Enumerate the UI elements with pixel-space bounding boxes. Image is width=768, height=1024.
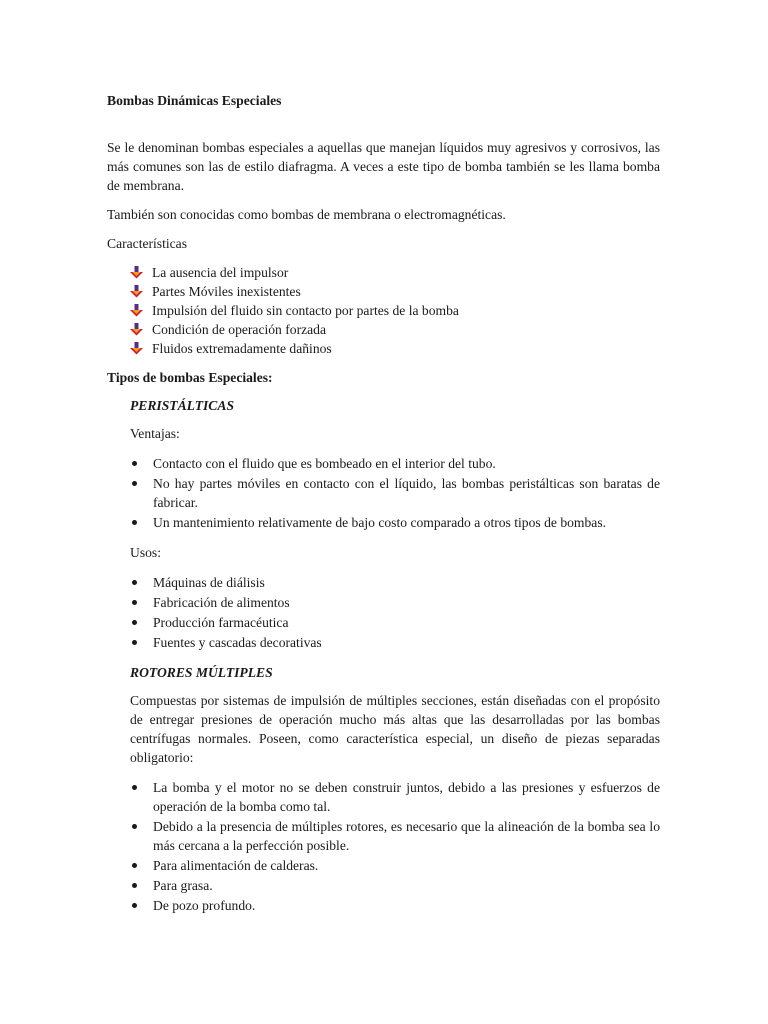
list-item — [130, 613, 660, 632]
list-item-text: Máquinas de diálisis — [153, 575, 265, 590]
list-item-text: Condición de operación forzada — [152, 322, 327, 337]
list-item — [130, 263, 660, 282]
intro-paragraph-2: También son conocidas como bombas de membrana o electromagnéticas. — [107, 207, 506, 222]
list-item — [130, 339, 660, 358]
peristalticas-section — [107, 396, 660, 915]
caracteristicas-label: Características — [107, 236, 188, 251]
bullet-icon — [132, 461, 137, 466]
list-item — [130, 633, 660, 652]
ventajas-list — [130, 454, 660, 532]
list-item — [130, 573, 660, 592]
arrow-down-icon — [130, 323, 143, 336]
arrow-down-icon — [130, 266, 143, 279]
list-item-text: De pozo profundo. — [153, 898, 256, 913]
list-item — [130, 856, 660, 875]
list-item-text: Fuentes y cascadas decorativas — [153, 635, 322, 650]
usos-label: Usos: — [130, 545, 161, 560]
bullet-icon — [132, 481, 137, 486]
list-item-text: Impulsión del fluido sin contacto por partes de la bomba — [152, 303, 459, 318]
rotores-description: Compuestas por sistemas de impulsión de múltiples secciones, están diseñadas con el propósito de entregar presiones de operación mucho más altas que las desarrolladas por las bombas centrífugas normales. Poseen, como característica especial, un diseño de piezas separadas obligatorio: — [130, 693, 660, 765]
list-item — [130, 778, 660, 816]
list-item — [130, 593, 660, 612]
peristalticas-heading: PERISTÁLTICAS — [130, 398, 235, 413]
bullet-icon — [132, 824, 137, 829]
list-item — [130, 474, 660, 512]
bullet-icon — [132, 883, 137, 888]
list-item — [130, 301, 660, 320]
bullet-icon — [132, 785, 137, 790]
list-item-text: Fabricación de alimentos — [153, 595, 290, 610]
bullet-icon — [132, 580, 137, 585]
arrow-down-icon — [130, 285, 143, 298]
list-item — [130, 454, 660, 473]
document-content — [107, 91, 660, 926]
arrow-down-icon — [130, 304, 143, 317]
intro-paragraph: Se le denominan bombas especiales a aquellas que manejan líquidos muy agresivos y corrosivos, las más comunes son las de estilo diafragma. A veces a este tipo de bomba también se les llama bomba de membrana. — [107, 140, 660, 193]
bullet-icon — [132, 520, 137, 525]
caracteristicas-list — [107, 263, 660, 358]
list-item-text: Debido a la presencia de múltiples rotores, es necesario que la alineación de la bomba sea lo más cercana a la perfección posible. — [153, 819, 660, 853]
usos-list — [130, 573, 660, 652]
list-item-text: Para alimentación de calderas. — [153, 858, 319, 873]
list-item — [130, 513, 660, 532]
bullet-icon — [132, 863, 137, 868]
list-item — [130, 282, 660, 301]
arrow-down-icon — [130, 342, 143, 355]
bullet-icon — [132, 903, 137, 908]
rotores-heading: ROTORES MÚLTIPLES — [130, 665, 273, 680]
tipos-heading: Tipos de bombas Especiales: — [107, 370, 273, 385]
list-item-text: Partes Móviles inexistentes — [152, 284, 301, 299]
list-item-text: No hay partes móviles en contacto con el líquido, las bombas peristálticas son baratas de fabricar. — [153, 476, 660, 510]
bullet-icon — [132, 600, 137, 605]
document-title: Bombas Dinámicas Especiales — [107, 93, 282, 108]
list-item-text: Para grasa. — [153, 878, 213, 893]
list-item-text: Contacto con el fluido que es bombeado en el interior del tubo. — [153, 456, 496, 471]
bullet-icon — [132, 620, 137, 625]
list-item — [130, 876, 660, 895]
list-item-text: Un mantenimiento relativamente de bajo costo comparado a otros tipos de bombas. — [153, 515, 607, 530]
list-item-text: La bomba y el motor no se deben construir juntos, debido a las presiones y esfuerzos de operación de la bomba como tal. — [153, 780, 660, 814]
list-item-text: Fluidos extremadamente dañinos — [152, 341, 332, 356]
list-item — [130, 320, 660, 339]
list-item — [130, 817, 660, 855]
list-item-text: Producción farmacéutica — [153, 615, 289, 630]
bullet-icon — [132, 640, 137, 645]
list-item-text: La ausencia del impulsor — [152, 265, 289, 280]
rotores-list — [130, 778, 660, 915]
ventajas-label: Ventajas: — [130, 426, 180, 441]
list-item — [130, 896, 660, 915]
